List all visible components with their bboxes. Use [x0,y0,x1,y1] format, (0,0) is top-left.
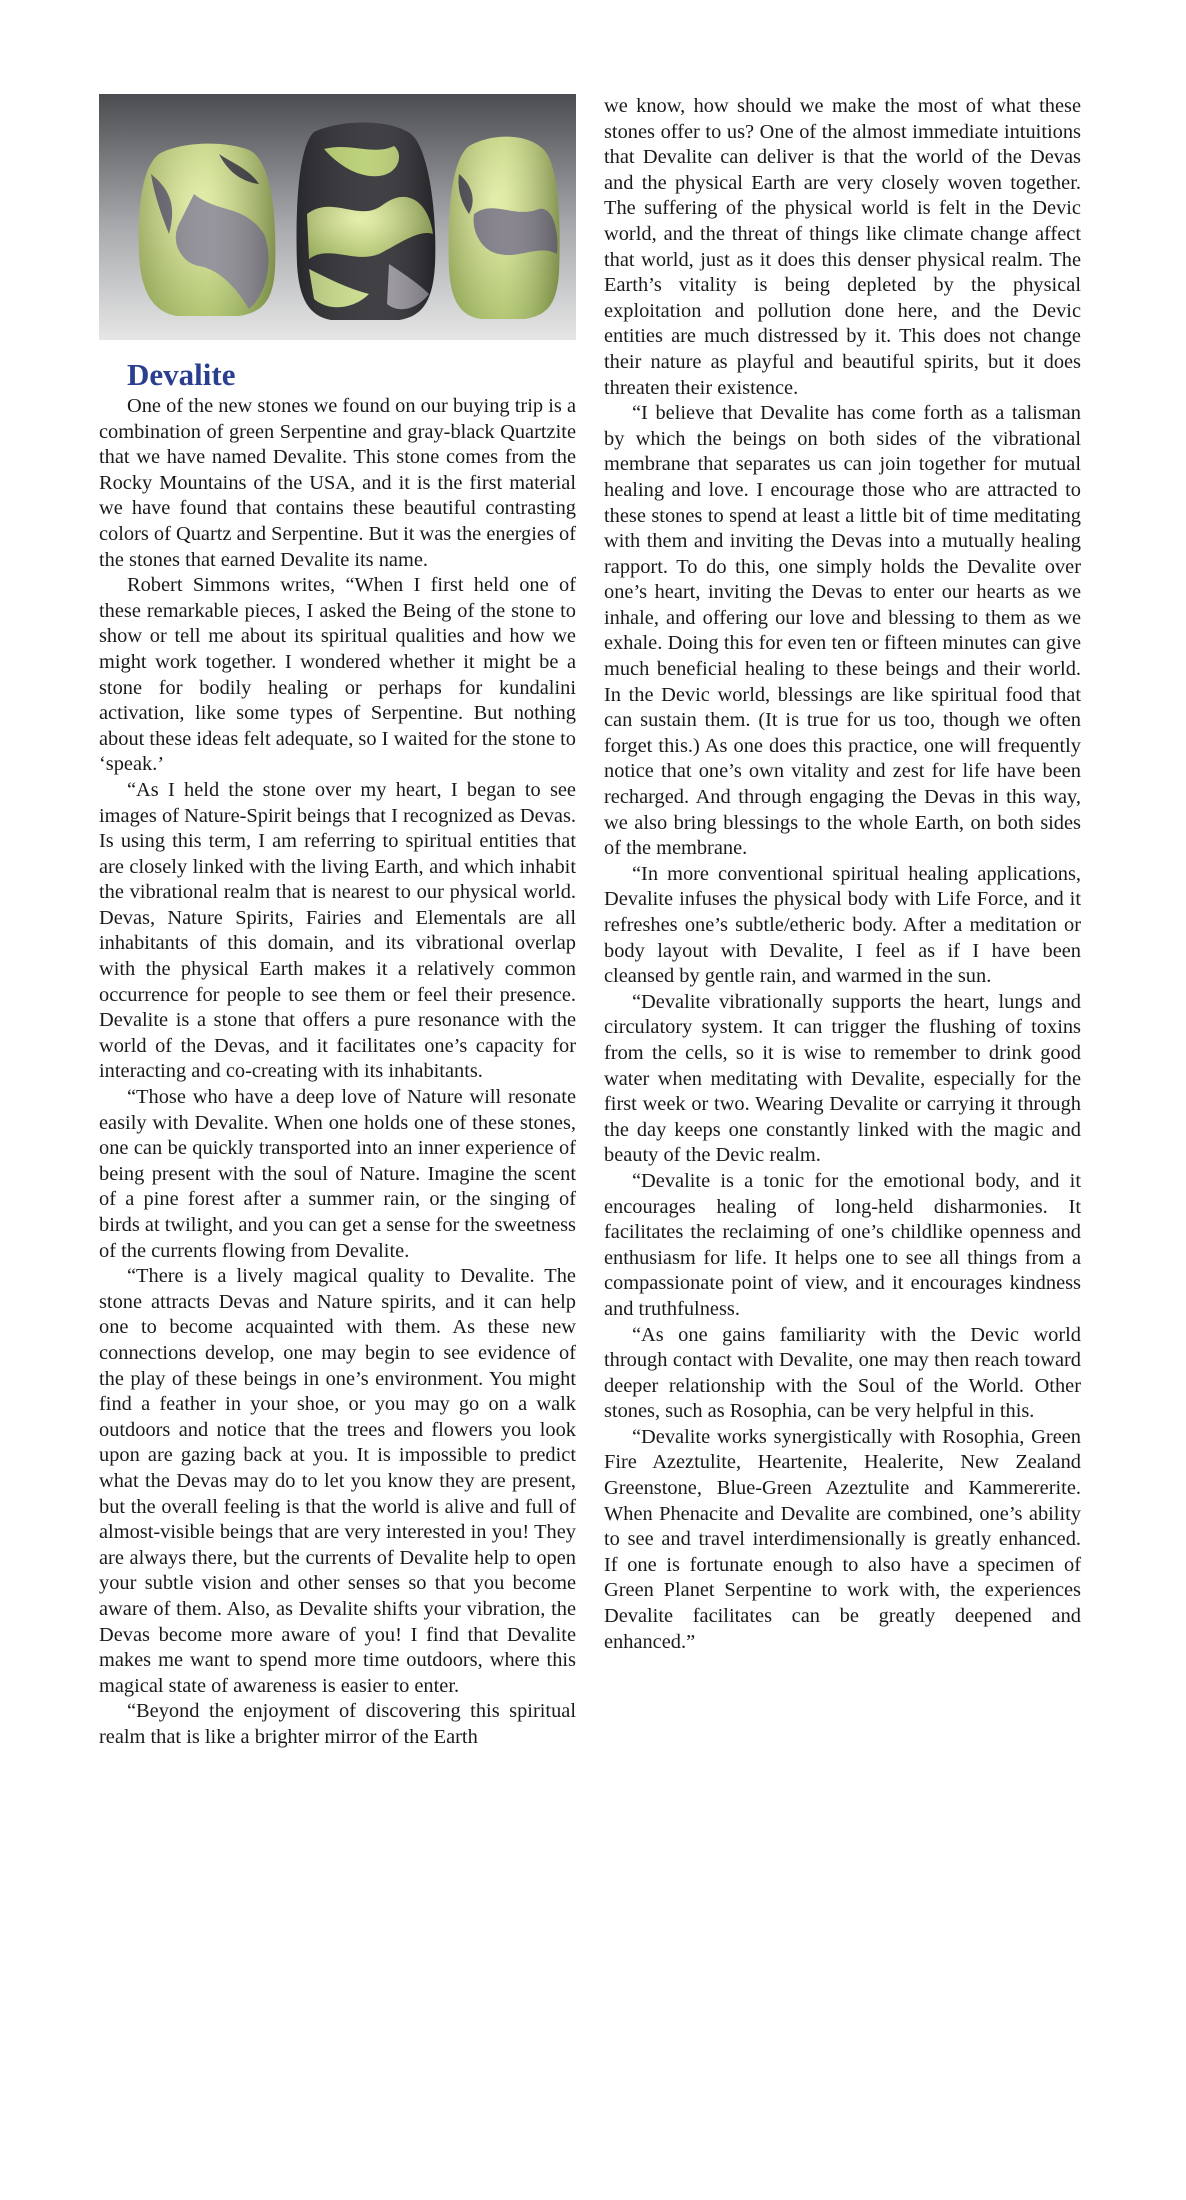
body-paragraph: One of the new stones we found on our buying trip is a combination of green Serpentine and gray-black Quartzite that we have named Devalite. This stone comes from the Rocky Mountains of the USA, and it is the first material we have found that contains these beautiful contrasting colors of Quartz and Serpentine. But it was the energies of the stones that earned Devalite its name. [99,395,576,571]
body-paragraph: “Devalite works synergistically with Rosophia, Green Fire Azeztulite, Heartenite, Healerite, New Zealand Greenstone, Blue-Green Azeztulite and Kammererite. When Phenacite and Devalite are combined, one’s ability to see and travel interdimensionally is greatly enhanced. If one is fortunate enough to also have a specimen of Green Planet Serpentine to work with, the experiences Devalite facilitates can be greatly deepened and enhanced.” [604,1425,1081,1653]
devalite-stones-photo [99,94,576,340]
body-paragraph: “In more conventional spiritual healing applications, Devalite infuses the physical body with Life Force, and it refreshes one’s subtle/etheric body. After a meditation or body layout with Devalite, I feel as if I have been cleansed by gentle rain, and warmed in the sun. [604,862,1081,988]
left-column [99,94,576,1750]
right-column [604,94,1081,1655]
body-paragraph: “Those who have a deep love of Nature will resonate easily with Devalite. When one holds one of these stones, one can be quickly transported into an inner experience of being present with the soul of Nature. Imagine the scent of a pine forest after a summer rain, or the singing of birds at twilight, and you can get a sense for the sweetness of the currents flowing from Devalite. [99,1086,576,1262]
body-paragraph: “As one gains familiarity with the Devic world through contact with Devalite, one may then reach toward deeper relationship with the Soul of the World. Other stones, such as Rosophia, can be very helpful in this. [604,1323,1081,1423]
article-title: Devalite [127,357,236,392]
body-paragraph: “Devalite vibrationally supports the heart, lungs and circulatory system. It can trigger the flushing of toxins from the cells, so it is wise to remember to drink good water when meditating with Devalite, especially for the first week or two. Wearing Devalite or carrying it through the day keeps one constantly linked with the magic and beauty of the Devic realm. [604,990,1081,1167]
body-paragraph: Robert Simmons writes, “When I first held one of these remarkable pieces, I asked the Being of the stone to show or tell me about its spiritual qualities and how we might work together. I wondered whether it might be a stone for bodily healing or perhaps for kundalini activation, like some types of Serpentine. But nothing about these ideas felt adequate, so I waited for the stone to ‘speak.’ [99,574,576,776]
body-paragraph: “Beyond the enjoyment of discovering this spiritual realm that is like a brighter mirror of the Earth [99,1700,576,1748]
body-paragraph: “I believe that Devalite has come forth as a talisman by which the beings on both sides of the vibrational membrane that separates us can join together for mutual healing and love. I encourage those who are attracted to these stones to spend at least a little bit of time meditating with them and inviting the Devas into a mutually healing rapport. To do this, one simply holds the Devalite over one’s heart, inviting the Devas to enter our hearts as we inhale, and offering our love and blessing to them as we exhale. Doing this for even ten or fifteen minutes can give much beneficial healing to these beings and their world. In the Devic world, blessings are like spiritual food that can sustain them. (It is true for us too, though we often forget this.) As one does this practice, one will frequently notice that one’s own vitality and zest for life have been recharged. And through engaging the Devas in this way, we also bring blessings to the whole Earth, on both sides of the membrane. [604,402,1081,860]
body-paragraph-continued: we know, how should we make the most of what these stones offer to us? One of the almost immediate intuitions that Devalite can deliver is that the world of the Devas and the physical Earth are very closely woven together. The suffering of the physical world is felt in the Devic world, and the threat of things like climate change affect that world, just as it does this denser physical realm. The Earth’s vitality is being depleted by the physical exploitation and pollution done here, and the Devic entities are much distressed by it. This does not change their nature as playful and beautiful spirits, but it does threaten their existence. [604,95,1081,399]
body-paragraph: “Devalite is a tonic for the emotional body, and it encourages healing of long-held disharmonies. It facilitates the reclaiming of one’s childlike openness and enthusiasm for life. It helps one to see all things from a compassionate point of view, and it encourages kindness and truthfulness. [604,1169,1081,1320]
body-paragraph: “There is a lively magical quality to Devalite. The stone attracts Devas and Nature spirits, and it can help one to become acquainted with them. As these new connections develop, one may begin to see evidence of the play of these beings in one’s environment. You might find a feather in your shoe, or you may go on a walk outdoors and notice that the trees and flowers you look upon are gazing back at you. It is impossible to predict what the Devas may do to let you know they are present, but the overall feeling is that the world is alive and full of almost-visible beings that are very interested in you! They are always there, but the currents of Devalite help to open your subtle vision and other senses so that you become aware of them. Also, as Devalite shifts your vibration, the Devas become more aware of you! I find that Devalite makes me want to spend more time outdoors, where this magical state of awareness is easier to enter. [99,1265,576,1697]
body-paragraph: “As I held the stone over my heart, I began to see images of Nature-Spirit beings that I recognized as Devas. Is using this term, I am referring to spiritual entities that are closely linked with the living Earth, and which inhabit the vibrational realm that is nearest to our physical world. Devas, Nature Spirits, Fairies and Elementals are all inhabitants of this domain, and its vibrational overlap with the physical Earth makes it a relatively common occurrence for people to see them or feel their presence. Devalite is a stone that offers a pure resonance with the world of the Devas, and it facilitates one’s capacity for interacting and co-creating with its inhabitants. [99,778,576,1083]
